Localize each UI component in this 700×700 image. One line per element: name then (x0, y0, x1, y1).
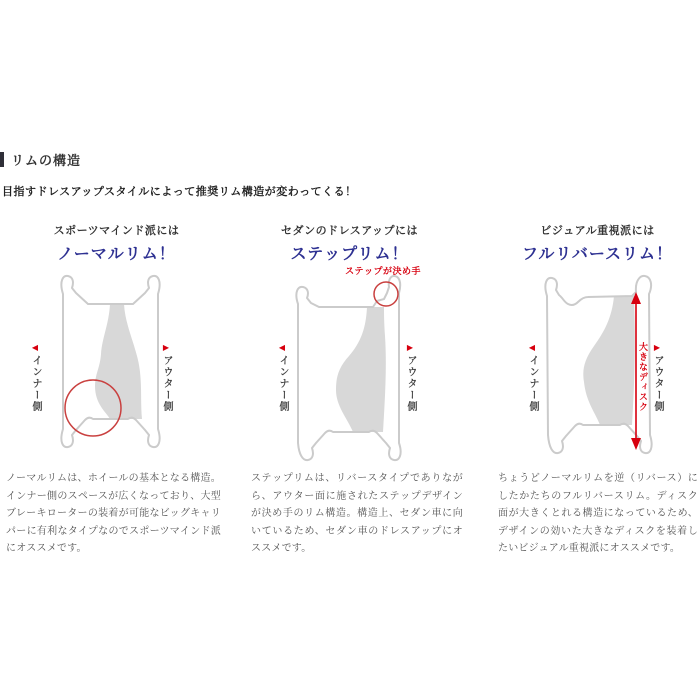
spoke-shape (583, 296, 635, 425)
inner-arrow-icon: ◀ (278, 343, 286, 352)
inner-side-label (30, 344, 40, 413)
inner-side-text: インナー側 (277, 355, 288, 413)
rim-name-heading: ステップリム！ (290, 246, 409, 263)
audience-label: セダンのドレスアップには (280, 225, 418, 237)
outer-arrow-icon: ▶ (406, 343, 414, 352)
inner-side-label (527, 344, 537, 413)
normal-rim-diagram (0, 266, 233, 466)
disc-annotation: 大きなディスク (638, 342, 648, 412)
outer-side-text: アウター側 (161, 355, 172, 413)
step-rim-diagram (233, 266, 466, 466)
spoke-shape (336, 307, 386, 432)
description-text: ノーマルリムは、ホイールの基本となる構造。インナー側のスペースが広くなっており、大型ブレーキローターの装着が可能なビッグキャリパーに有利なタイプなのでスポーツマインド派にオススメです。 (6, 473, 221, 554)
spoke-shape (95, 304, 142, 419)
outer-side-text: アウター側 (652, 355, 663, 413)
column-normal-rim (0, 222, 233, 558)
outer-side-text: アウター側 (405, 355, 416, 413)
outer-side-label (161, 344, 171, 413)
rim-name-heading: ノーマルリム！ (57, 246, 176, 263)
outer-arrow-icon: ▶ (653, 343, 661, 352)
description-text: ちょうどノーマルリムを逆（リバース）にしたかたちのフルリバースリム。ディスク面が大きくとれる構造になっているため、デザインの効いた大きなディスクを装着したいビジュアル重視派にオススメです。 (498, 473, 698, 554)
inner-arrow-icon: ◀ (528, 343, 536, 352)
audience-label: スポーツマインド派には (53, 225, 180, 237)
intro-text: 目指すドレスアップスタイルによって推奨リム構造が変わってくる！ (2, 186, 357, 198)
inner-side-text: インナー側 (527, 355, 538, 413)
step-annotation: ステップが決め手 (345, 266, 421, 276)
section-title-bar (0, 152, 4, 167)
section-header (0, 151, 700, 167)
inner-side-text: インナー側 (30, 355, 41, 413)
column-step-rim (233, 222, 466, 558)
rim-name-heading: フルリバースリム！ (521, 246, 674, 263)
description-text: ステップリムは、リバースタイプでありながら、アウター面に施されたステップデザインが決め手のリム構造。構造上、セダン車に向いているため、セダン車のドレスアップにオススメです。 (251, 473, 463, 554)
rim-cross-section-svg (466, 266, 699, 466)
column-heading (0, 222, 233, 264)
column-heading (466, 222, 699, 264)
outer-side-label (652, 344, 662, 413)
section-title: リムの構造 (11, 152, 82, 168)
inner-arrow-icon: ◀ (31, 343, 39, 352)
outer-side-label (405, 344, 415, 413)
rim-cross-section-svg (233, 266, 466, 466)
rim-type-columns (0, 222, 700, 558)
full-reverse-rim-diagram (466, 266, 699, 466)
column-heading (233, 222, 466, 264)
inner-side-label (277, 344, 287, 413)
column-full-reverse-rim (466, 222, 699, 558)
outer-arrow-icon: ▶ (162, 343, 170, 352)
audience-label: ビジュアル重視派には (540, 225, 655, 237)
